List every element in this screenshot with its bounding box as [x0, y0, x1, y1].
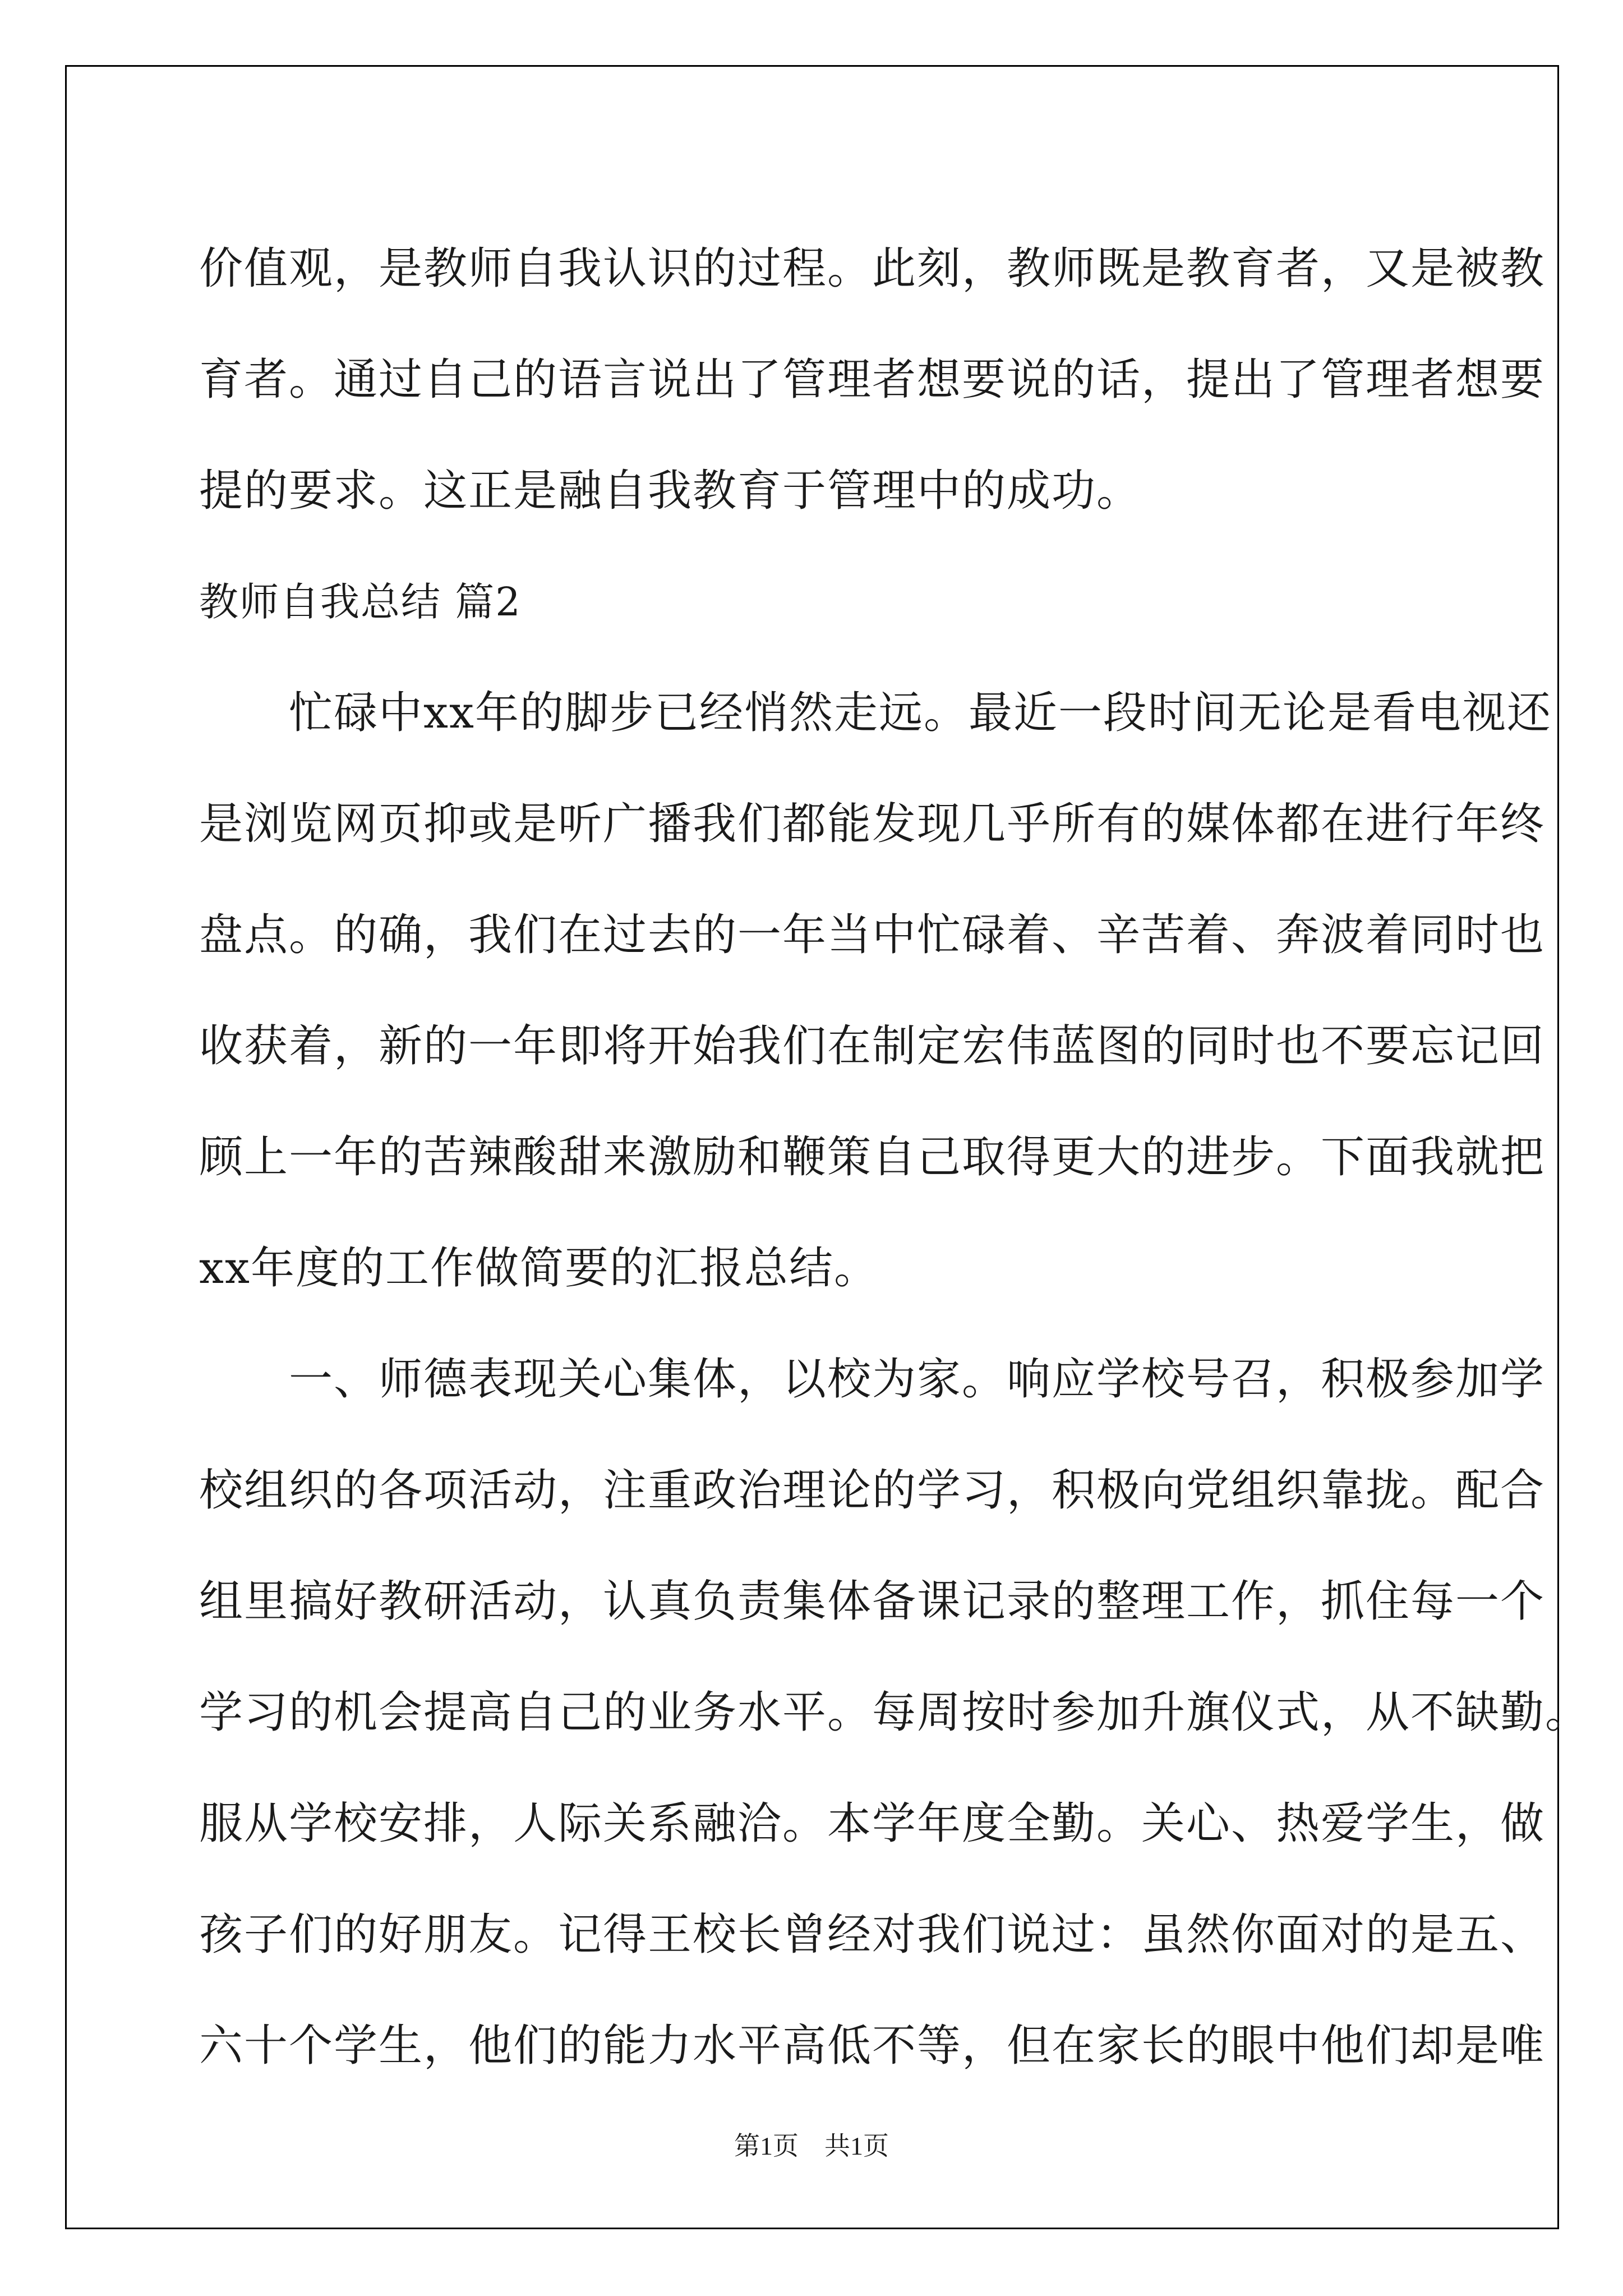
text-line: 组里搞好教研活动，认真负责集体备课记录的整理工作，抓住每一个 [199, 1576, 1546, 1627]
page-footer: 第1页 共1页 [734, 2132, 889, 2160]
text-line: 育者。通过自己的语言说出了管理者想要说的话，提出了管理者想要 [199, 355, 1546, 405]
text-line: 学习的机会提高自己的业务水平。每周按时参加升旗仪式，从不缺勤。 [199, 1687, 1590, 1738]
text-line: 六十个学生，他们的能力水平高低不等，但在家长的眼中他们却是唯 [199, 2021, 1546, 2071]
text-line: 盘点。的确，我们在过去的一年当中忙碌着、辛苦着、奔波着同时也 [199, 910, 1546, 960]
text-line: 顾上一年的苦辣酸甜来激励和鞭策自己取得更大的进步。下面我就把 [199, 1132, 1546, 1182]
text-line: 忙碌中xx年的脚步已经悄然走远。最近一段时间无论是看电视还 [199, 688, 1552, 738]
text-line: 校组织的各项活动，注重政治理论的学习，积极向党组织靠拢。配合 [199, 1465, 1546, 1516]
text-line: 价值观，是教师自我认识的过程。此刻，教师既是教育者，又是被教 [199, 243, 1546, 294]
text-line: 孩子们的好朋友。记得王校长曾经对我们说过：虽然你面对的是五、 [199, 1910, 1546, 1960]
text-line: 一、师德表现关心集体，以校为家。响应学校号召，积极参加学 [199, 1354, 1546, 1405]
text-line: xx年度的工作做简要的汇报总结。 [199, 1243, 879, 1294]
text-line: 服从学校安排，人际关系融洽。本学年度全勤。关心、热爱学生，做 [199, 1798, 1546, 1849]
document-body [199, 213, 1590, 2101]
text-line: 提的要求。这正是融自我教育于管理中的成功。 [199, 466, 1142, 516]
text-line: 是浏览网页抑或是听广播我们都能发现几乎所有的媒体都在进行年终 [199, 799, 1546, 849]
text-line: 收获着，新的一年即将开始我们在制定宏伟蓝图的同时也不要忘记回 [199, 1021, 1546, 1071]
section-heading: 教师自我总结 篇2 [199, 579, 522, 625]
